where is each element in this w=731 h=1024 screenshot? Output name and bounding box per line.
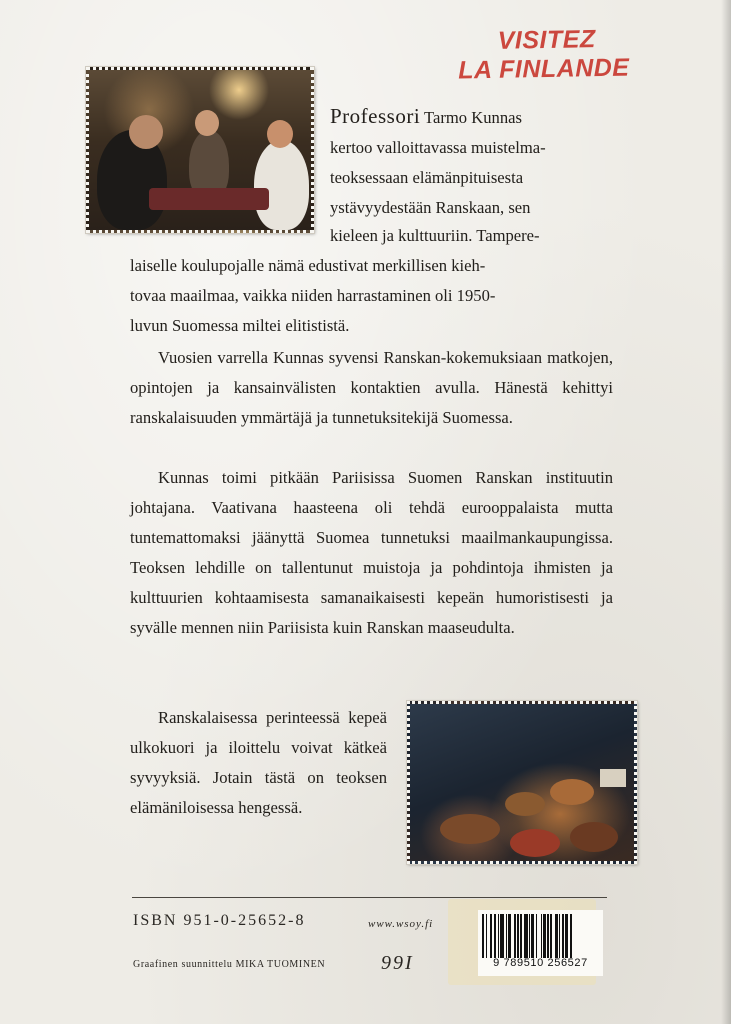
- intro-text: [330, 101, 613, 223]
- barcode-bar: [514, 914, 515, 958]
- barcode-bar: [524, 914, 528, 958]
- intro-line-1: Tarmo Kunnas: [424, 108, 522, 127]
- paragraph-4: Ranskalaisessa perinteessä kepeä ulkokuori ja iloittelu voivat kätkeä syvyyksiä. Jotain tästä on teoksen elämäniloisessa hengessä.: [130, 708, 387, 817]
- lead-word: Professori: [330, 104, 421, 128]
- market-photo: [407, 701, 637, 864]
- barcode-bar: [506, 914, 507, 958]
- barcode-bar: [559, 914, 560, 958]
- barcode-bar: [494, 914, 496, 958]
- intro-line-3: teoksessaan elämänpituisesta: [330, 168, 524, 187]
- barcode-bar: [508, 914, 510, 958]
- barcode-bars: [482, 914, 599, 958]
- barcode-bar: [541, 914, 542, 958]
- barcode-bar: [482, 914, 484, 958]
- cover-edge-shadow: [721, 0, 731, 1024]
- paragraph-2: Vuosien varrella Kunnas syvensi Ranskan-kokemuksiaan matkojen, opintojen ja kansainvälisten kontaktien avulla. Hänestä kehittyi ranskalaisuuden ymmärtäjä ja tunnetuksitekijä Suomessa.: [130, 348, 613, 427]
- paragraph1-line-7: tovaa maailmaa, vaikka niiden harrastaminen oli 1950-: [130, 286, 496, 305]
- isbn-text: ISBN 951-0-25652-8: [133, 912, 306, 929]
- footer-divider: [132, 897, 607, 898]
- stamp-line-1: VISITEZ: [497, 25, 596, 55]
- barcode-bar: [570, 914, 572, 958]
- barcode-bar: [529, 914, 530, 958]
- paragraph1-line-5: kieleen ja kulttuuriin. Tampere-: [330, 226, 540, 245]
- barcode-digits: 9 789510 256527: [493, 957, 588, 969]
- stamp-line-2: LA FINLANDE: [458, 53, 630, 85]
- barcode-bar: [543, 914, 545, 958]
- barcode-bar: [517, 914, 519, 958]
- barcode-bar: [490, 914, 491, 958]
- barcode-bar: [498, 914, 499, 958]
- barcode-bar: [486, 914, 487, 958]
- paragraph1-line-5-wrap: [330, 221, 613, 251]
- barcode-bar: [550, 914, 551, 958]
- barcode: [478, 910, 603, 976]
- barcode-bar: [555, 914, 557, 958]
- design-credit: Graafinen suunnittelu MIKA TUOMINEN: [133, 959, 326, 970]
- publisher-url: www.wsoy.fi: [368, 918, 434, 930]
- intro-line-2: kertoo valloittavassa muistelma-: [330, 138, 546, 157]
- barcode-bar: [536, 914, 537, 958]
- paragraph1-line-6: laiselle koulupojalle nämä edustivat merkillisen kieh-: [130, 256, 486, 275]
- barcode-bar: [565, 914, 569, 958]
- barcode-bar: [562, 914, 563, 958]
- price-code: 99I: [381, 952, 414, 974]
- paragraph1-tail: [130, 251, 613, 341]
- visitez-stamp: [458, 24, 634, 85]
- barcode-bar: [547, 914, 549, 958]
- barcode-bar: [520, 914, 521, 958]
- barcode-bar: [500, 914, 504, 958]
- paragraph1-line-8: luvun Suomessa miltei elitististä.: [130, 316, 350, 335]
- restaurant-photo: [86, 67, 314, 233]
- barcode-bar: [531, 914, 533, 958]
- paragraph-3: Kunnas toimi pitkään Pariisissa Suomen Ranskan instituutin johtajana. Vaativana haasteena oli tehdä eurooppalaista mutta tuntemattomaksi jäänyttä Suomea tunnetuksi maailmankaupungissa. Teoksen lehdille on tallentunut muistoja ja pohdintoja ihmisten ja kulttuurien kohtaamisesta samanaikaisesti kepeän humoristisesti ja syvälle mennen niin Pariisista kuin Ranskan maaseudulta.: [130, 468, 613, 637]
- intro-line-4: ystävyydestään Ranskaan, sen: [330, 198, 531, 217]
